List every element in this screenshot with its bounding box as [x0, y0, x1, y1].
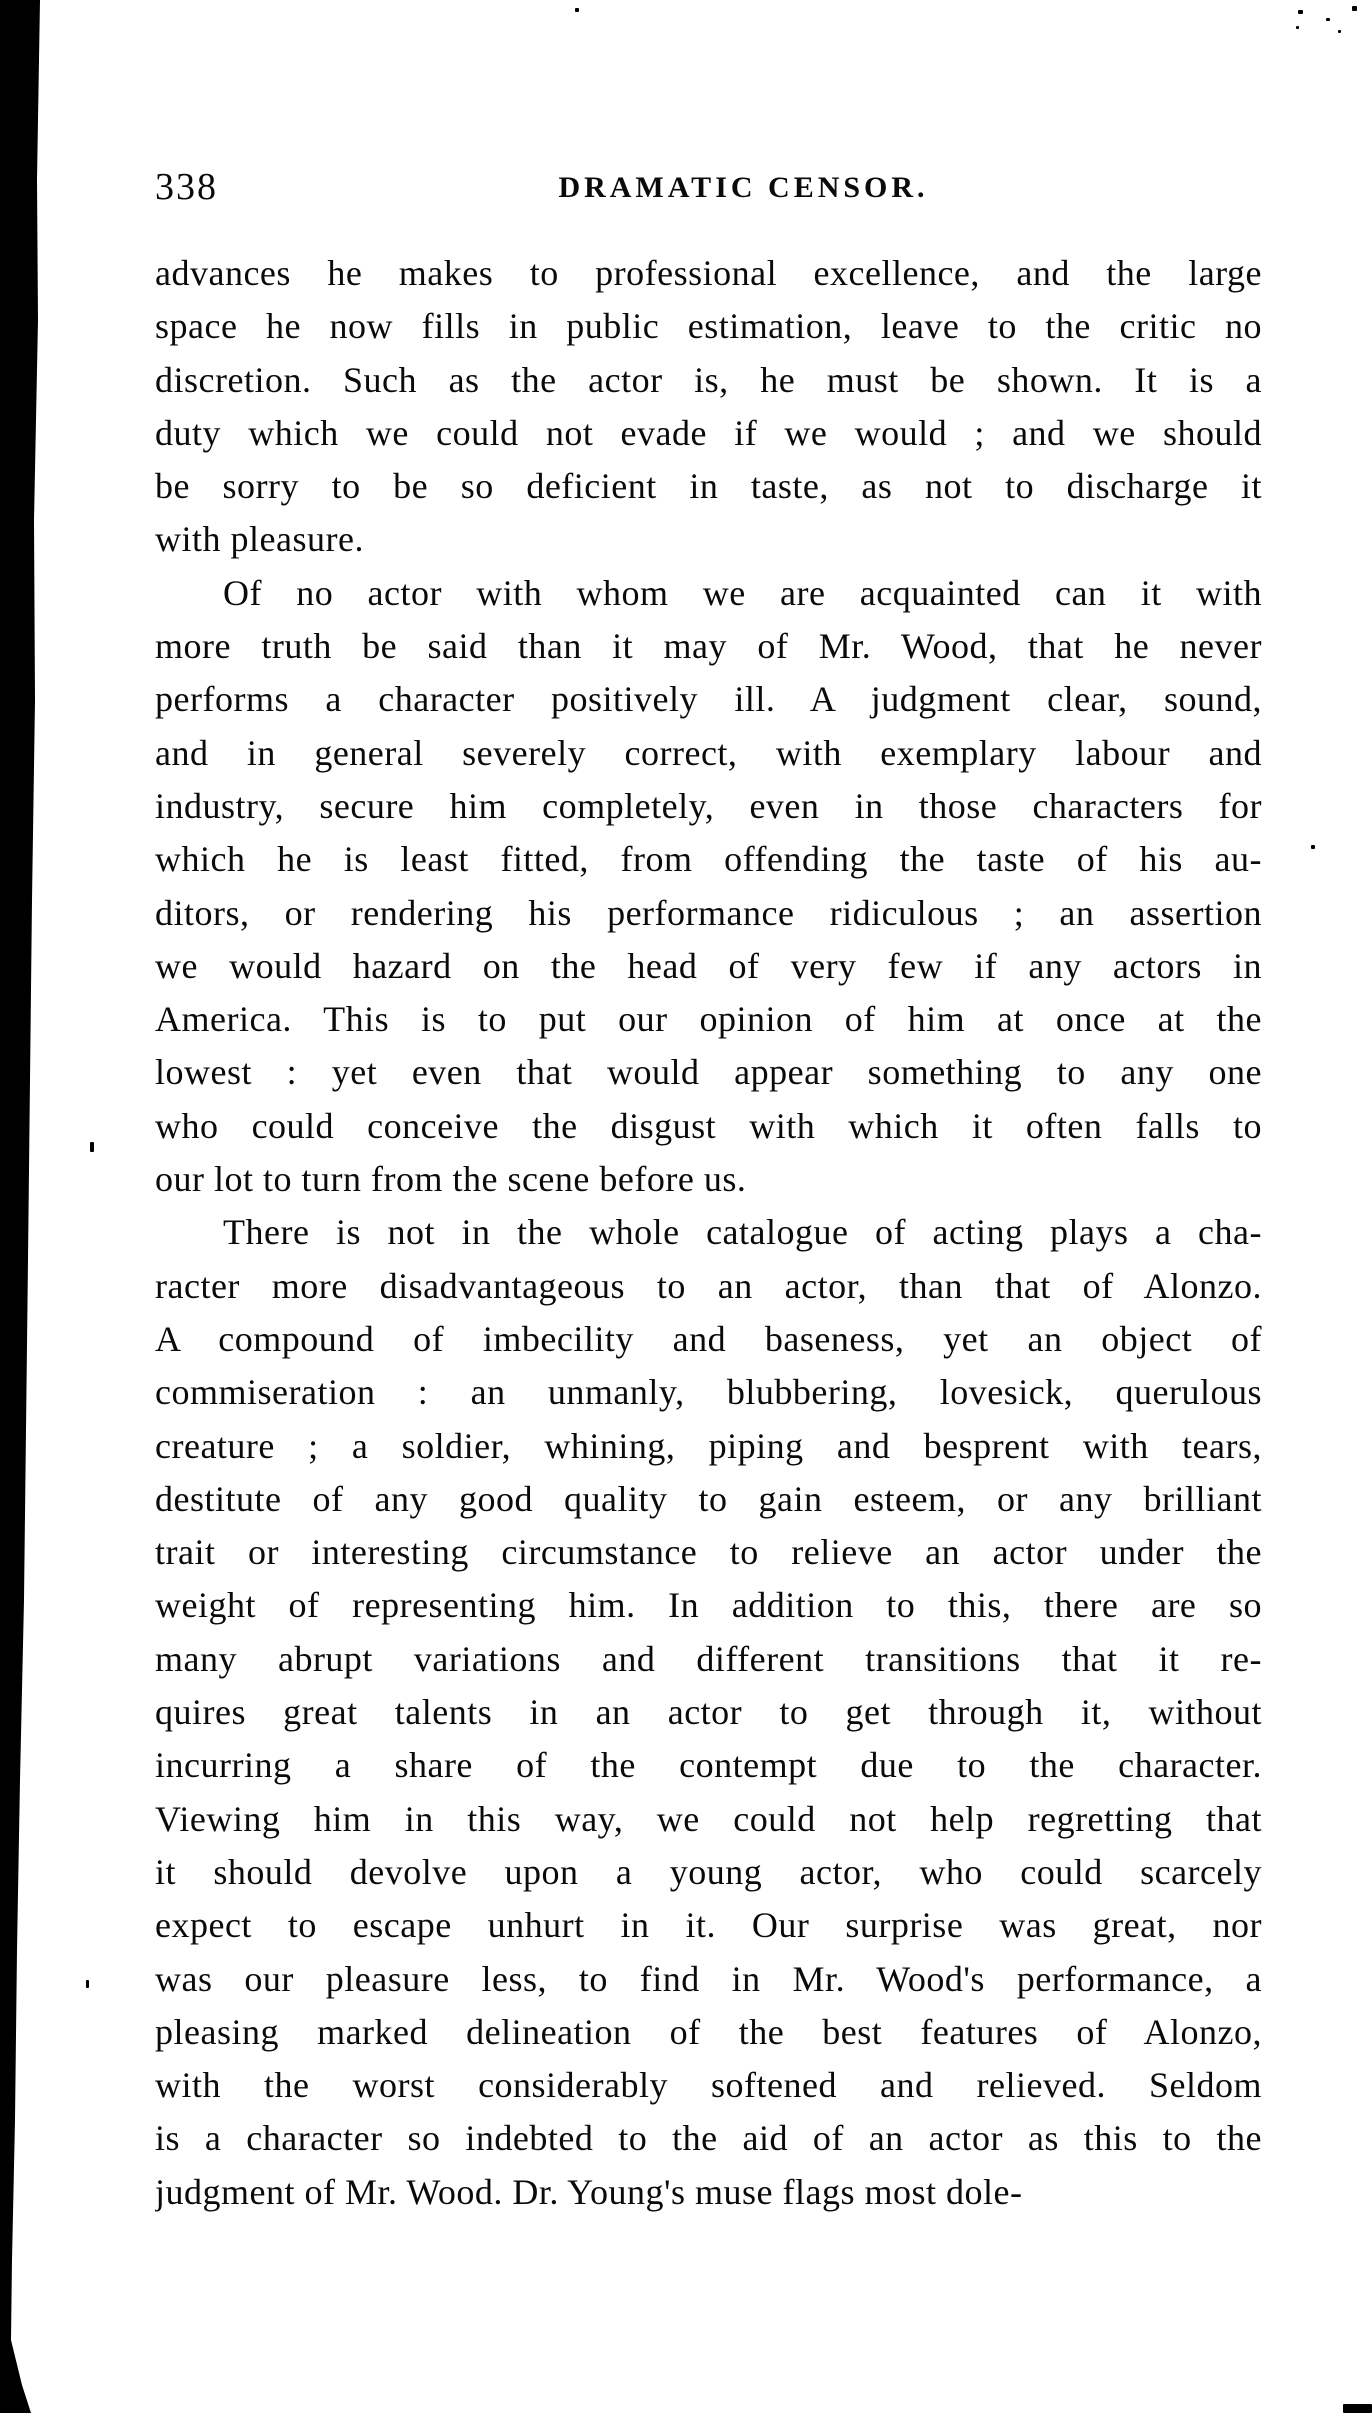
text-line: and in general severely correct, with exemplary labour and: [155, 732, 1262, 773]
text-line: be sorry to be so deficient in taste, as not to discharge it: [155, 466, 1262, 507]
running-title: DRAMATIC CENSOR.: [558, 171, 929, 204]
paragraph: [155, 247, 1262, 567]
text-line: weight of representing him. In addition to this, there are so: [155, 1585, 1262, 1626]
text-line: There is not in the whole catalogue of acting plays a cha-: [223, 1212, 1262, 1253]
text-line: discretion. Such as the actor is, he must be shown. It is a: [155, 359, 1262, 400]
text-line: destitute of any good quality to gain esteem, or any brilliant: [155, 1478, 1262, 1519]
text-line: pleasing marked delineation of the best features of Alonzo,: [155, 2011, 1262, 2052]
text-line: with pleasure.: [155, 519, 364, 560]
text-line: space he now fills in public estimation, leave to the critic no: [155, 306, 1262, 347]
text-line: is a character so indebted to the aid of an actor as this to the: [155, 2118, 1262, 2159]
text-line: we would hazard on the head of very few if any actors in: [155, 945, 1262, 986]
text-line: lowest : yet even that would appear something to any one: [155, 1052, 1262, 1093]
text-line: was our pleasure less, to find in Mr. Wood's performance, a: [155, 1958, 1262, 1999]
page-number: 338: [155, 166, 218, 208]
text-line: with the worst considerably softened and relieved. Seldom: [155, 2065, 1262, 2106]
text-line: ditors, or rendering his performance ridiculous ; an assertion: [155, 892, 1262, 933]
text-line: many abrupt variations and different transitions that it re-: [155, 1638, 1262, 1679]
scan-speck: [1296, 26, 1299, 29]
text-line: performs a character positively ill. A judgment clear, sound,: [155, 679, 1262, 720]
scan-speck: [90, 1142, 94, 1152]
scan-speck: [86, 1980, 89, 1988]
page-body: [155, 247, 1262, 2219]
scan-speck: [1326, 18, 1330, 21]
text-line: Viewing him in this way, we could not help regretting that: [155, 1798, 1262, 1839]
text-line: Of no actor with whom we are acquainted can it with: [223, 572, 1262, 613]
text-line: advances he makes to professional excellence, and the large: [155, 253, 1262, 293]
text-line: quires great talents in an actor to get through it, without: [155, 1692, 1262, 1733]
text-line: judgment of Mr. Wood. Dr. Young's muse flags most dole-: [155, 2171, 1023, 2212]
text-line: racter more disadvantageous to an actor, than that of Alonzo.: [155, 1265, 1262, 1306]
text-line: who could conceive the disgust with which it often falls to: [155, 1105, 1262, 1146]
text-line: expect to escape unhurt in it. Our surprise was great, nor: [155, 1905, 1262, 1946]
text-line: industry, secure him completely, even in those characters for: [155, 785, 1262, 826]
paragraph: [155, 567, 1262, 1207]
text-line: our lot to turn from the scene before us.: [155, 1159, 747, 1200]
text-line: creature ; a soldier, whining, piping and besprent with tears,: [155, 1425, 1262, 1466]
scan-speck: [1298, 10, 1303, 14]
text-line: incurring a share of the contempt due to the character.: [155, 1745, 1262, 1786]
paragraph: [155, 1206, 1262, 2219]
text-line: it should devolve upon a young actor, who could scarcely: [155, 1851, 1262, 1892]
text-line: America. This is to put our opinion of him at once at the: [155, 999, 1262, 1040]
scan-speck: [1343, 2404, 1372, 2413]
text-line: commiseration : an unmanly, blubbering, lovesick, querulous: [155, 1372, 1262, 1413]
text-line: more truth be said than it may of Mr. Wood, that he never: [155, 626, 1262, 667]
page-content: [155, 0, 1262, 2413]
scan-gutter-shadow: [0, 0, 48, 2413]
text-line: which he is least fitted, from offending the taste of his au-: [155, 839, 1262, 880]
scan-speck: [1311, 845, 1315, 849]
text-line: A compound of imbecility and baseness, yet an object of: [155, 1318, 1262, 1359]
text-line: duty which we could not evade if we would ; and we should: [155, 412, 1262, 453]
page-header: [155, 166, 1262, 210]
scan-speck: [1338, 30, 1341, 33]
text-line: trait or interesting circumstance to relieve an actor under the: [155, 1532, 1262, 1573]
scan-speck: [1352, 6, 1357, 11]
